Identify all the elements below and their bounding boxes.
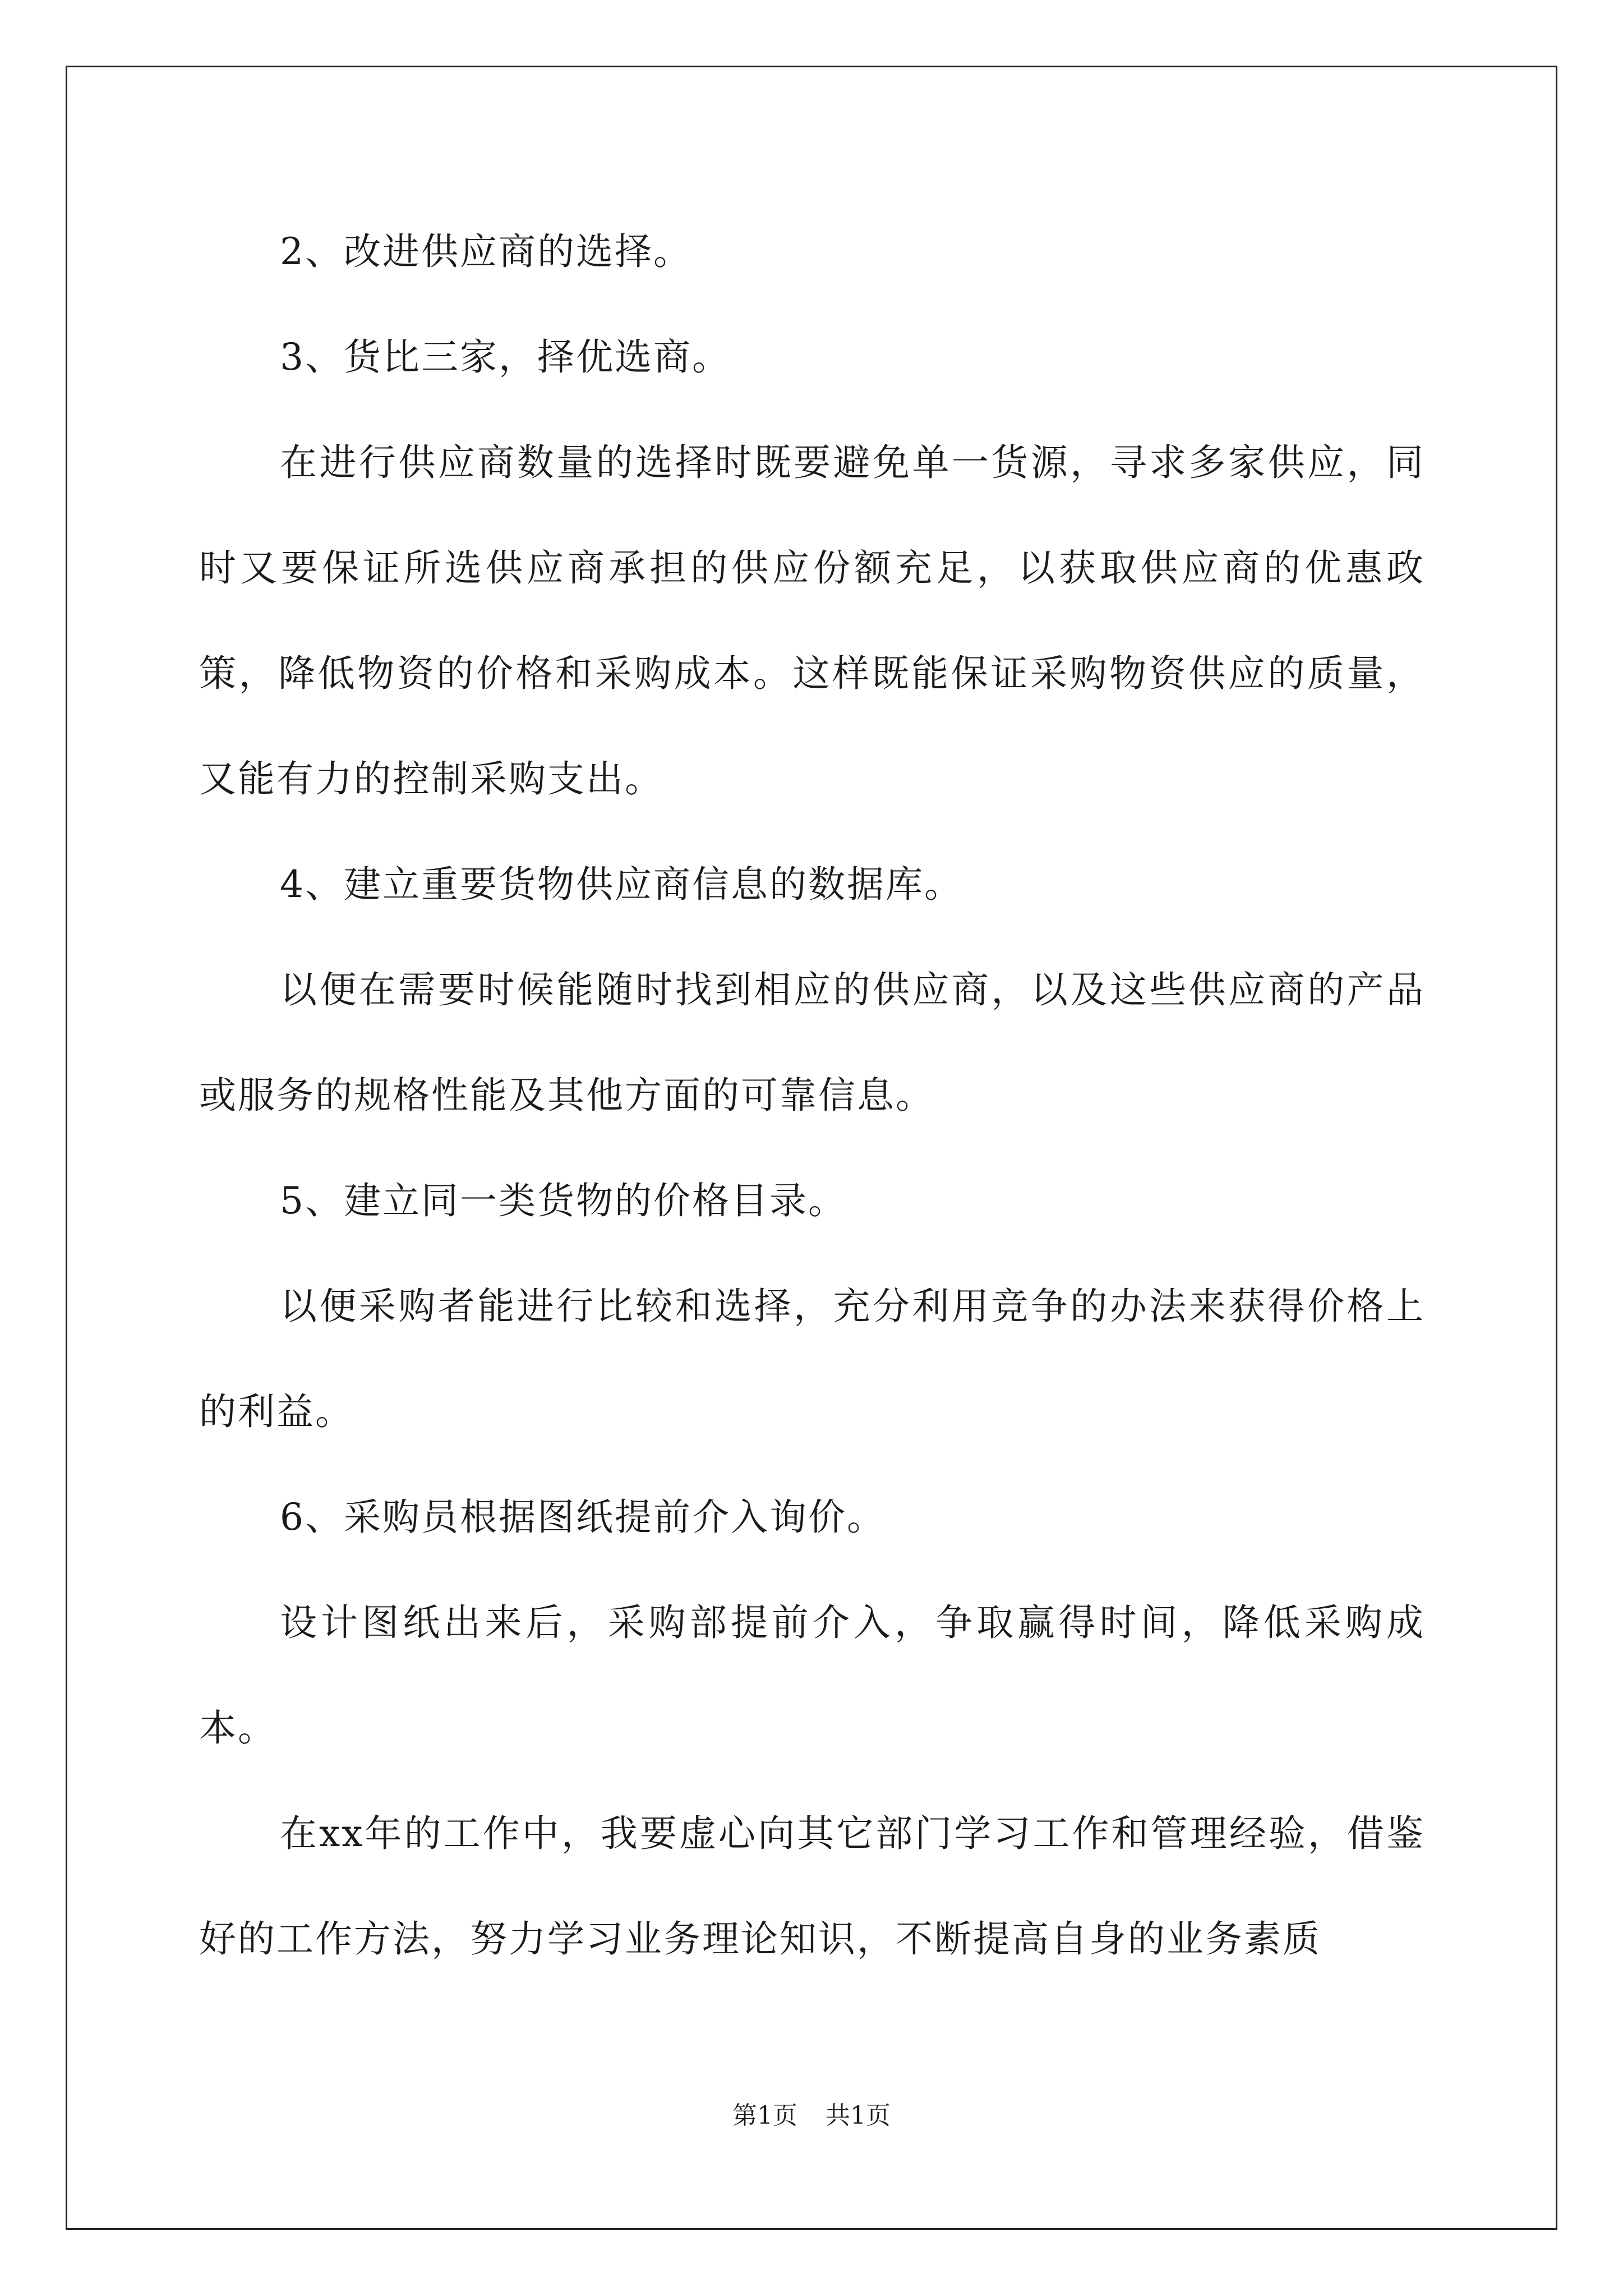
paragraph: 在进行供应商数量的选择时既要避免单一货源，寻求多家供应，同时又要保证所选供应商承担的供应份额充足，以获取供应商的优惠政策，降低物资的价格和采购成本。这样既能保证采购物资供应的质量，又能有力的控制采购支出。 <box>199 441 1425 800</box>
paragraph: 3、货比三家，择优选商。 <box>280 335 731 379</box>
page-number: 第1页 <box>732 2101 797 2130</box>
document-body <box>199 199 1425 1992</box>
paragraph: 以便在需要时候能随时找到相应的供应商，以及这些供应商的产品或服务的规格性能及其他方面的可靠信息。 <box>199 968 1425 1117</box>
page-footer <box>0 2095 1623 2131</box>
paragraph: 5、建立同一类货物的价格目录。 <box>280 1179 847 1222</box>
paragraph: 2、改进供应商的选择。 <box>280 230 692 273</box>
paragraph: 以便采购者能进行比较和选择，充分利用竞争的办法来获得价格上的利益。 <box>199 1285 1425 1433</box>
paragraph: 设计图纸出来后，采购部提前介入，争取赢得时间，降低采购成本。 <box>199 1601 1425 1750</box>
page-total: 共1页 <box>826 2101 891 2130</box>
paragraph: 6、采购员根据图纸提前介入询价。 <box>280 1496 886 1539</box>
paragraph: 在xx年的工作中，我要虚心向其它部门学习工作和管理经验，借鉴好的工作方法，努力学习业务理论知识，不断提高自身的业务素质 <box>199 1812 1425 1961</box>
paragraph: 4、建立重要货物供应商信息的数据库。 <box>280 863 963 906</box>
